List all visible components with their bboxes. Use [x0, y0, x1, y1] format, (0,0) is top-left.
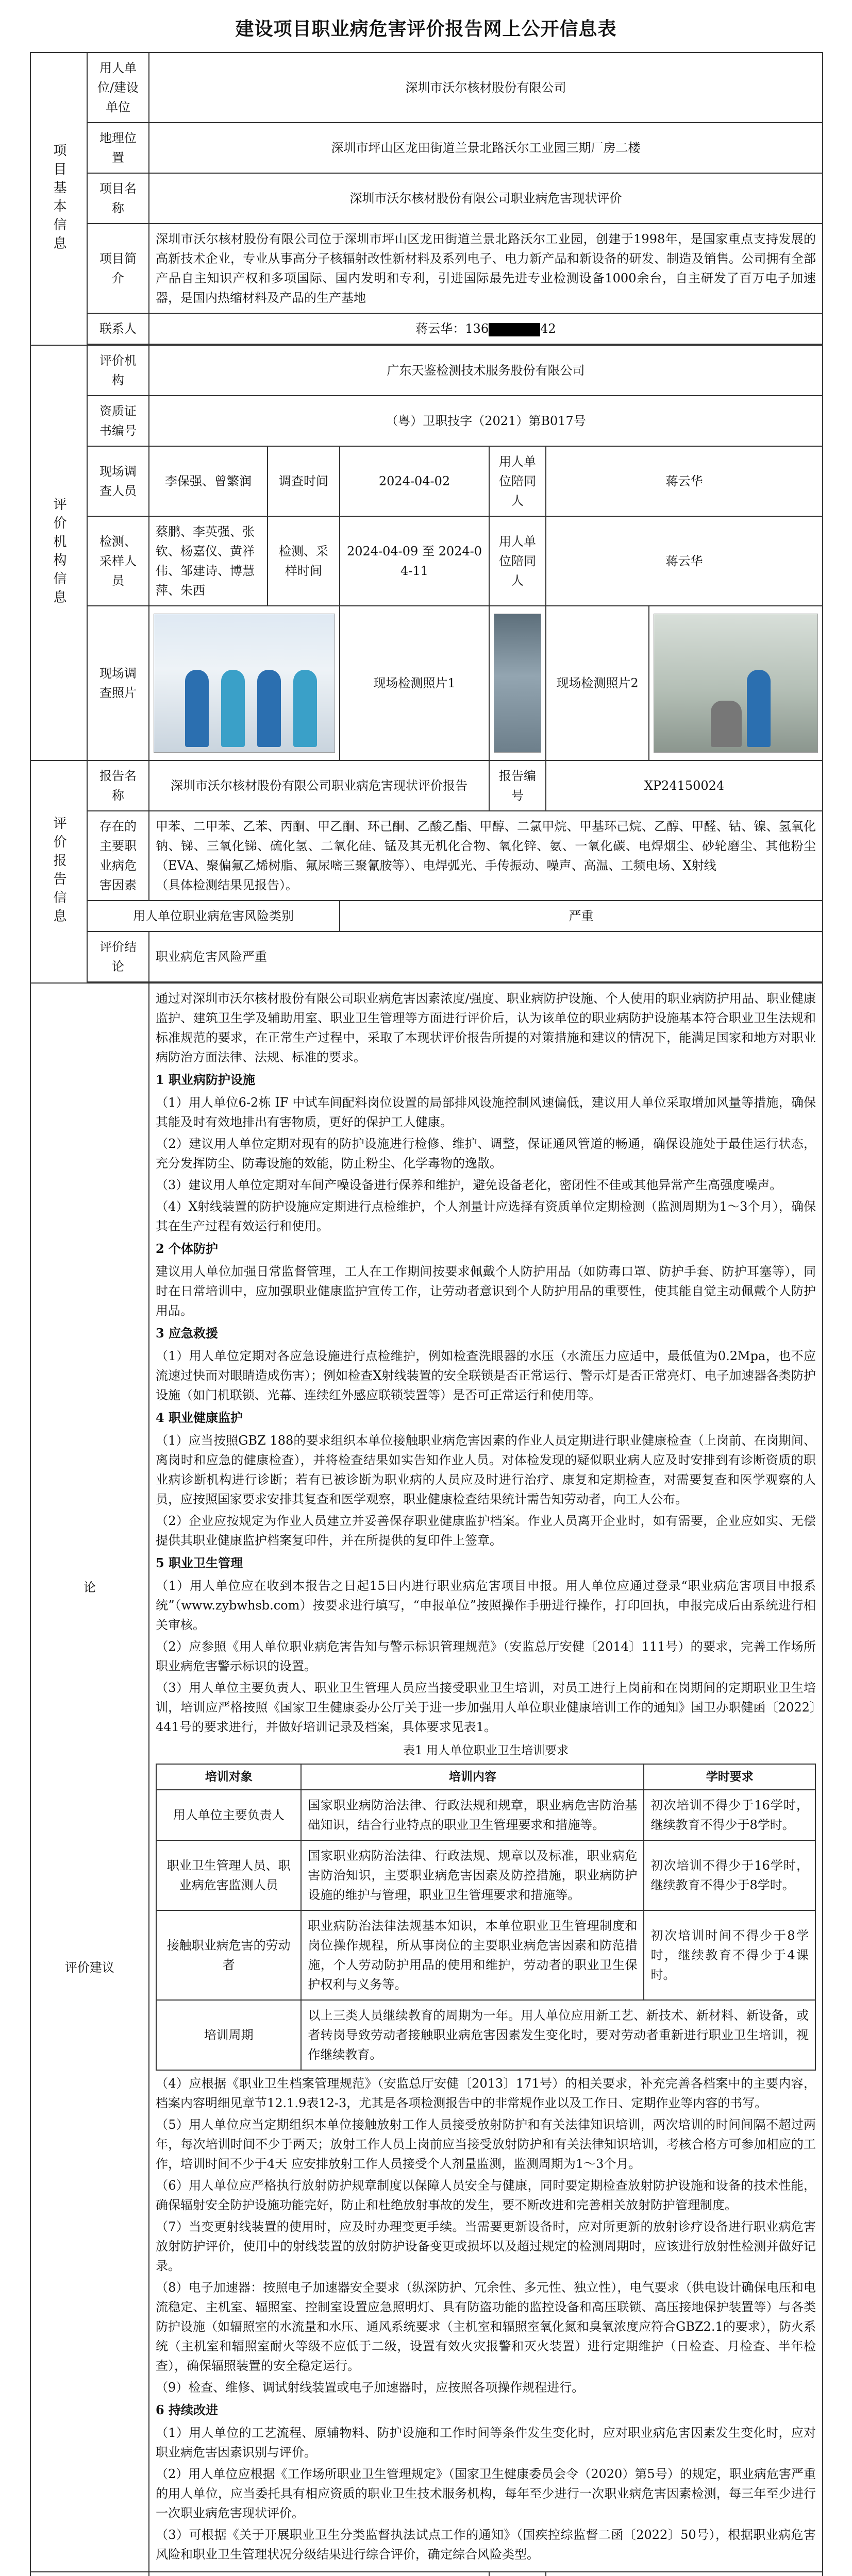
photo-caption-1: 现场检测照片1: [340, 606, 489, 760]
sample-staff-label: 检测、采样人员: [87, 516, 149, 606]
training-header-target: 培训对象: [156, 1764, 301, 1790]
info-table: [30, 52, 823, 2576]
escort-label: 用人单位陪同人: [489, 446, 546, 516]
advice-1-1: （1）用人单位6-2栋 IF 中试车间配料岗位设置的局部排风设施控制风速偏低，建议用人单位采取增加风量等措施，确保其能及时有效地排出有害物质，更好的保护工人健康。: [156, 1095, 816, 1129]
photo-label: 现场调查照片: [87, 606, 149, 760]
agency-name-label: 评价机构: [87, 345, 149, 396]
training-table-caption: 表1 用人单位职业卫生培训要求: [403, 1744, 569, 1757]
project-name-value: 深圳市沃尔核材股份有限公司职业病危害现状评价: [149, 173, 823, 224]
advice-1-4: （4）X射线装置的防护设施应定期进行点检维护，个人剂量计应选择有资质单位定期检测（监测周期为1～3个月），确保其在生产过程有效运行和使用。: [156, 1199, 816, 1233]
section-agency: 评价机构信息: [30, 345, 87, 760]
training-header-content: 培训内容: [301, 1764, 644, 1790]
review-time-value: [546, 2572, 823, 2576]
contact-name: 蒋云华：136: [415, 321, 489, 336]
advice-heading-3: 3 应急救援: [156, 1326, 219, 1341]
tech-review-value: [149, 2572, 489, 2576]
advice-3-1: （1）用人单位定期对各应急设施进行点检维护，例如检查洗眼器的水压（水流压力应适中，最低值为0.2Mpa，也不应流速过快而对眼睛造成伤害）；例如检查X射线装置的安全联锁是否正常运行、警示灯是否正常亮灯、电子加速器各类防护设施（如门机联锁、光幕、连续红外感应联锁装置等）是否可正常运行和使用等。: [156, 1349, 816, 1402]
hazard-label: 存在的主要职业病危害因素: [87, 811, 149, 901]
survey-photo-image: [154, 614, 335, 753]
advice-4-1: （1）应当按照GBZ 188的要求组织本单位接触职业病危害因素的作业人员定期进行职业健康检查（上岗前、在岗期间、离岗时和应急的健康检查），并将检查结果如实告知作业人员。对体检发现的疑似职业病人应及时安排到有诊断资质的职业病诊断机构进行诊断；若有已被诊断为职业病的人员应及时进行治疗、康复和定期检查，对需要复查和医学观察的人员，应按照国家要求安排其复查和医学观察，职业健康检查结果统计需告知劳动者，向工人公布。: [156, 1433, 816, 1506]
advice-2-1: 建议用人单位加强日常监督管理，工人在工作期间按要求佩戴个人防护用品（如防毒口罩、防护手套、防护耳塞等），同时在日常培训中，应加强职业健康监护宣传工作，让劳动者意识到个人防护用品的重要性，使其能自觉主动佩戴个人防护用品。: [156, 1264, 816, 1318]
conclusion-value: 职业病危害风险严重: [149, 931, 823, 982]
report-name-label: 报告名称: [87, 760, 149, 811]
advice-5-3: （3）用人单位主要负责人、职业卫生管理人员应当接受职业卫生培训，对员工进行上岗前和在岗期间的定期职业卫生培训，培训应严格按照《国家卫生健康委办公厅关于进一步加强用人单位职业健康培训工作的通知》国卫办职健函〔2022〕441号的要求进行，并做好培训记录及档案，具体要求见表1。: [156, 1681, 816, 1734]
unit-value: 深圳市沃尔核材股份有限公司: [149, 53, 823, 123]
redaction-bar: [489, 323, 540, 336]
page-title: 建设项目职业病危害评价报告网上公开信息表: [235, 19, 617, 40]
escort2-label: 用人单位陪同人: [489, 516, 546, 606]
conclusion-label: 评价结论: [87, 931, 149, 982]
advice-5-4: （4）应根据《职业卫生档案管理规范》（安监总厅安健〔2013〕171号）的相关要求，补充完善各档案中的主要内容，档案内容明细见章节12.1.9表12-3，尤其是各项检测报告中的非常规作业以及工作日、定期作业等内容的书写。: [156, 2076, 816, 2110]
advice-1-2: （2）建议用人单位定期对现有的防护设施进行检修、维护、调整，保证通风管道的畅通，确保设施处于最佳运行状态，充分发挥防尘、防毒设施的效能，防止粉尘、化学毒物的逸散。: [156, 1137, 816, 1171]
section-report: 评价报告信息: [30, 760, 87, 983]
report-no-label: 报告编号: [489, 760, 546, 811]
detect-photo-1: [489, 606, 546, 760]
project-name-label: 项目名称: [87, 173, 149, 224]
location-label: 地理位置: [87, 123, 149, 173]
advice-5-2: （2）应参照《用人单位职业病危害告知与警示标识管理规范》（安监总厅安健〔2014〕111号）的要求，完善工作场所职业病危害警示标识的设置。: [156, 1639, 816, 1673]
table-row: 接触职业病危害的劳动者 职业病防治法律法规基本知识，本单位职业卫生管理制度和岗位操作规程，所从事岗位的主要职业病危害因素和防范措施，个人劳动防护用品的使用和维护，劳动者的职业卫生保护权利与义务等。 初次培训时间不得少于8学时，继续教育不得少于4课时。: [156, 1910, 815, 2000]
report-no-value: XP24150024: [546, 760, 823, 811]
advice-label: 论 评价建议: [30, 983, 149, 2572]
detect-photo-2-image: [654, 614, 818, 753]
survey-time-value: 2024-04-02: [340, 446, 489, 516]
hazard-note: （具体检测结果见报告）。: [156, 878, 298, 892]
advice-heading-4: 4 职业健康监护: [156, 1410, 243, 1425]
advice-5-9: （9）检查、维修、调试射线装置或电子加速器时，应按照各项操作规程进行。: [156, 2380, 584, 2395]
sample-staff-value: 蔡鹏、李英强、张钦、杨嘉仪、黄祥伟、邹建诗、博慧萍、朱西: [149, 516, 268, 606]
tech-review-label: [30, 2572, 149, 2576]
cert-value: （粤）卫职技字（2021）第B017号: [149, 396, 823, 446]
survey-staff-value: 李保强、曾繁润: [149, 446, 268, 516]
advice-content: [149, 983, 823, 2572]
sample-time-value: 2024-04-09 至 2024-04-11: [340, 516, 489, 606]
review-time-label: [489, 2572, 546, 2576]
advice-5-8: （8）电子加速器：按照电子加速器安全要求（纵深防护、冗余性、多元性、独立性），电气要求（供电设计确保电压和电流稳定、主机室、辐照室、控制室设置应急照明灯、具有防盗功能的监控设备和高压联锁、高压接地保护装置等）与各类防护设施（如辐照室的水流量和水压、通风系统要求（主机室和辐照室氧化氮和臭氧浓度应符合GBZ2.1的要求），防火系统（主机室和辐照室耐火等级不应低于二级，设置有效火灾报警和灭火装置）进行定期维护（日检查、月检查、半年检查），确保辐照装置的安全稳定运行。: [156, 2280, 816, 2373]
advice-5-5: （5）用人单位应当定期组织本单位接触放射工作人员接受放射防护和有关法律知识培训，两次培训的时间间隔不超过两年，每次培训时间不少于两天；放射工作人员上岗前应当接受放射防护和有关法律知识培训，考核合格方可参加相应的工作，培训时间不少于4天 应安排放射工作人员接受个人剂量监测，监测周期为1～3个月。: [156, 2117, 816, 2171]
advice-4-2: （2）企业应按规定为作业人员建立并妥善保存职业健康监护档案。作业人员离开企业时，如有需要，企业应如实、无偿提供其职业健康监护档案复印件，并在所提供的复印件上签章。: [156, 1514, 816, 1548]
advice-5-1: （1）用人单位应在收到本报告之日起15日内进行职业病危害项目申报。用人单位应通过登录“职业病危害项目申报系统”（www.zybwhsb.com）按要求进行填写，“申报单位”按照操作手册进行操作，打印回执，申报完成后由系统进行相关审核。: [156, 1579, 816, 1632]
detect-photo-1-image: [494, 614, 541, 753]
survey-photo: [149, 606, 340, 760]
survey-staff-label: 现场调查人员: [87, 446, 149, 516]
table-row: 职业卫生管理人员、职业病危害监测人员 国家职业病防治法律、行政法规、规章以及标准，职业病危害防治知识，主要职业病危害因素及防控措施，职业病防护设施的维护与管理，职业卫生管理要求和措施等。 初次培训不得少于16学时，继续教育不得少于8学时。: [156, 1840, 815, 1910]
advice-5-6: （6）用人单位应严格执行放射防护规章制度以保障人员安全与健康，同时要定期检查放射防护设施和设备的技术性能，确保辐射安全防护设施功能完好，防止和杜绝放射事故的发生，要不断改进和完善相关放射防护管理制度。: [156, 2178, 816, 2212]
risk-class-value: 严重: [340, 901, 823, 931]
advice-heading-6: 6 持续改进: [156, 2402, 219, 2417]
location-value: 深圳市坪山区龙田街道兰景北路沃尔工业园三期厂房二楼: [149, 123, 823, 173]
advice-6-2: （2）用人单位应根据《工作场所职业卫生管理规定》（国家卫生健康委员会令（2020）第5号）的规定，职业病危害严重的用人单位，应当委托具有相应资质的职业卫生技术服务机构，每年至少进行一次职业病危害因素检测，每三年至少进行一次职业病危害现状评价。: [156, 2467, 816, 2520]
table-row: 用人单位主要负责人 国家职业病防治法律、行政法规和规章，职业病危害防治基础知识，结合行业特点的职业卫生管理要求和措施等。 初次培训不得少于16学时，继续教育不得少于8学时。: [156, 1790, 815, 1840]
advice-para-0: 通过对深圳市沃尔核材股份有限公司职业病危害因素浓度/强度、职业病防护设施、个人使用的职业病防护用品、职业健康监护、建筑卫生学及辅助用室、职业卫生管理等方面进行评价后，认为该单位的职业病防护设施基本符合职业卫生法规和标准规范的要求，在正常生产过程中，采取了本现状评价报告所提的对策措施和建议的情况下，能满足国家和地方对职业病防治方面法律、法规、标准的要求。: [156, 991, 816, 1064]
advice-6-3: （3）可根据《关于开展职业卫生分类监督执法试点工作的通知》（国疾控综监督二函〔2022〕50号），根据职业病危害风险和职业卫生管理状况分级结果进行综合评价，确定综合风险类型。: [156, 2528, 816, 2562]
section-basic: 项目基本信息: [30, 53, 87, 345]
hazard-value: 甲苯、二甲苯、乙苯、丙酮、甲乙酮、环己酮、乙酸乙酯、甲醇、二氯甲烷、甲基环己烷、乙醇、甲醛、钴、镍、氢氧化钠、锑、三氧化锑、硫化氢、二氧化硅、锰及其无机化合物、氧化锌、氨、一氧化碳、电焊烟尘、砂轮磨尘、其他粉尘（EVA、聚偏氟乙烯树脂、氟尿嘧三聚氰胺等）、电焊弧光、手传振动、噪声、高温、工频电场、X射线 （具体检测结果见报告）。: [149, 811, 823, 901]
table-row: 培训周期 以上三类人员继续教育的周期为一年。用人单位应用新工艺、新技术、新材料、新设备，或者转岗导致劳动者接触职业病危害因素发生变化时，要对劳动者重新进行职业卫生培训，视作继续教育。: [156, 2000, 815, 2070]
contact-value: [149, 313, 823, 344]
contact-tail: 42: [540, 321, 556, 336]
cert-label: 资质证书编号: [87, 396, 149, 446]
risk-class-label: 用人单位职业病危害风险类别: [87, 901, 340, 931]
sample-time-label: 检测、采样时间: [268, 516, 340, 606]
contact-label: 联系人: [87, 313, 149, 344]
advice-heading-2: 2 个体防护: [156, 1241, 219, 1256]
advice-5-7: （7）当变更射线装置的使用时，应及时办理变更手续。当需要更新设备时，应对所更新的放射诊疗设备进行职业病危害放射防护评价，使用中的射线装置的放射防护设备变更或损坏以及超过规定的检测周期时，应该进行放射性检测并做好记录。: [156, 2219, 816, 2273]
photo-caption-2: 现场检测照片2: [546, 606, 649, 760]
advice-1-3: （3）建议用人单位定期对车间产噪设备进行保养和维护，避免设备老化，密闭性不佳或其他异常产生高强度噪声。: [156, 1178, 782, 1192]
report-name-value: 深圳市沃尔核材股份有限公司职业病危害现状评价报告: [149, 760, 489, 811]
survey-time-label: 调查时间: [268, 446, 340, 516]
training-table: [156, 1764, 816, 2071]
report-page: [30, 0, 822, 2576]
agency-name-value: 广东天鉴检测技术服务股份有限公司: [149, 345, 823, 396]
advice-heading-1: 1 职业病防护设施: [156, 1072, 256, 1087]
escort-value: 蒋云华: [546, 446, 823, 516]
project-brief-label: 项目简介: [87, 224, 149, 313]
advice-6-1: （1）用人单位的工艺流程、原辅物料、防护设施和工作时间等条件发生变化时，应对职业病危害因素发生变化时，应对职业病危害因素识别与评价。: [156, 2426, 816, 2460]
escort2-value: 蒋云华: [546, 516, 823, 606]
detect-photo-2: [649, 606, 823, 760]
project-brief-value: 深圳市沃尔核材股份有限公司位于深圳市坪山区龙田街道兰景北路沃尔工业园，创建于1998年，是国家重点支持发展的高新技术企业，专业从事高分子核辐射改性新材料及系列电子、电力新产品和新设备的研发、制造及销售。公司拥有全部产品自主知识产权和多项国际、国内发明和专利，引进国际最先进专业检测设备1000余台，自主研发了百万电子加速器，是国内热缩材料及产品的生产基地: [149, 224, 823, 313]
unit-label: 用人单位/建设单位: [87, 53, 149, 123]
advice-heading-5: 5 职业卫生管理: [156, 1555, 243, 1570]
training-header-hours: 学时要求: [644, 1764, 815, 1790]
